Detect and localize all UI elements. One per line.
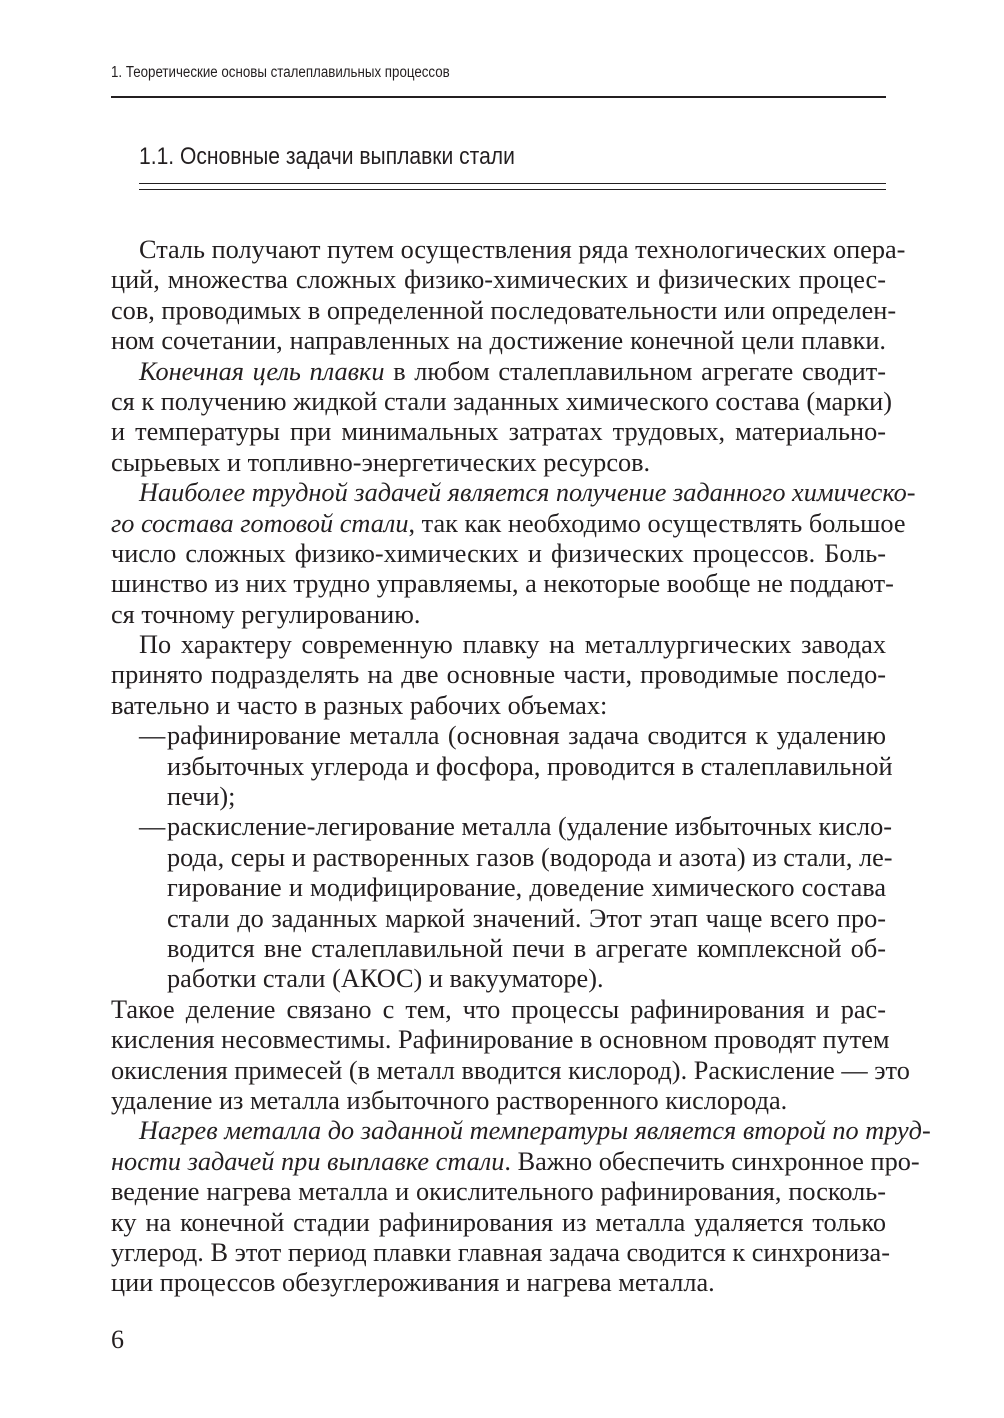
text-line: ции процессов обезуглероживания и нагрева металла. <box>111 1268 715 1298</box>
list-item <box>111 812 893 842</box>
text-line: углерод. В этот период плавки главная задача сводится к синхрониза- <box>111 1237 890 1267</box>
body-text <box>111 235 931 1299</box>
text-line: сов, проводимых в определенной последовательности или определен- <box>111 295 897 325</box>
text-line: Сталь получают путем осуществления ряда технологических опера- <box>139 235 906 264</box>
text-line: водится вне сталеплавильной печи в агрегате комплексной об- <box>167 933 886 963</box>
text-line: работки стали (АКОС) и вакууматоре). <box>167 964 604 994</box>
text-line: кисления несовместимы. Рафинирование в основном проводят путем <box>111 1025 890 1055</box>
list-item <box>111 721 886 751</box>
text-line: гирование и модифицирование, доведение химического состава <box>167 873 886 903</box>
text-line: принято подразделять на две основные части, проводимые последо- <box>111 660 886 690</box>
text-line <box>111 478 916 508</box>
text-line: ку на конечной стадии рафинирования из металла удаляется только <box>111 1207 886 1237</box>
text-fragment: раскисление-легирование металла (удаление избыточных кисло- <box>167 812 893 842</box>
text-line: вательно и часто в разных рабочих объемах: <box>111 690 608 720</box>
emphasis-fragment: ности задачей при выплавке стали <box>111 1146 505 1176</box>
text-line: шинство из них трудно управляемы, а некоторые вообще не поддают- <box>111 569 894 599</box>
text-fragment: . Важно обеспечить синхронное про- <box>504 1146 920 1176</box>
text-line: сырьевых и топливно-энергетических ресурсов. <box>111 447 651 477</box>
text-line: ведение нагрева металла и окислительного рафинирования, посколь- <box>111 1177 886 1207</box>
emphasis-line: Наиболее трудной задачей является получение заданного химическо- <box>139 478 916 508</box>
text-line: и температуры при минимальных затратах трудовых, материально- <box>111 417 886 447</box>
list-dash: — <box>139 812 166 842</box>
text-fragment: рафинирование металла (основная задача сводится к удалению <box>167 721 886 751</box>
text-line <box>111 1116 931 1146</box>
section-title: 1.1. Основные задачи выплавки стали <box>139 143 515 170</box>
header-rule <box>111 96 886 98</box>
text-line: ном сочетании, направленных на достижение конечной цели плавки. <box>111 326 886 356</box>
text-fragment: в любом сталеплавильном агрегате сводит- <box>393 356 887 386</box>
text-line: По характеру современную плавку на металлургических заводах <box>139 630 886 660</box>
text-line: число сложных физико-химических и физических процессов. Боль- <box>111 538 886 568</box>
running-head: 1. Теоретические основы сталеплавильных процессов <box>111 64 450 81</box>
emphasis-line: Нагрев металла до заданной температуры является второй по труд- <box>139 1116 931 1146</box>
page-number: 6 <box>111 1325 124 1354</box>
text-line: ся точному регулированию. <box>111 599 421 629</box>
text-line <box>111 1146 920 1177</box>
emphasis-final-goal: Конечная цель плавки <box>139 356 385 386</box>
text-line <box>111 508 906 539</box>
text-line: ций, множества сложных физико-химических и физических процес- <box>111 265 886 295</box>
text-line: Такое деление связано с тем, что процессы рафинирования и рас- <box>111 994 886 1024</box>
text-line: ся к получению жидкой стали заданных химического состава (марки) <box>111 386 892 416</box>
title-rule-top <box>139 183 886 184</box>
text-line: избыточных углерода и фосфора, проводится в сталеплавильной <box>167 751 893 781</box>
text-line: окисления примесей (в металл вводится кислород). Раскисление — это <box>111 1055 910 1085</box>
list-dash: — <box>139 721 166 751</box>
title-rule-bottom <box>139 189 886 190</box>
text-line <box>111 357 886 387</box>
text-line: стали до заданных маркой значений. Этот этап чаще всего про- <box>167 903 886 933</box>
emphasis-fragment: го состава готовой стали <box>111 508 409 538</box>
text-line: печи); <box>167 782 236 812</box>
text-line: удаление из металла избыточного растворенного кислорода. <box>111 1085 788 1115</box>
text-fragment: , так как необходимо осуществлять большое <box>408 508 906 538</box>
text-line: рода, серы и растворенных газов (водорода и азота) из стали, ле- <box>167 842 893 872</box>
